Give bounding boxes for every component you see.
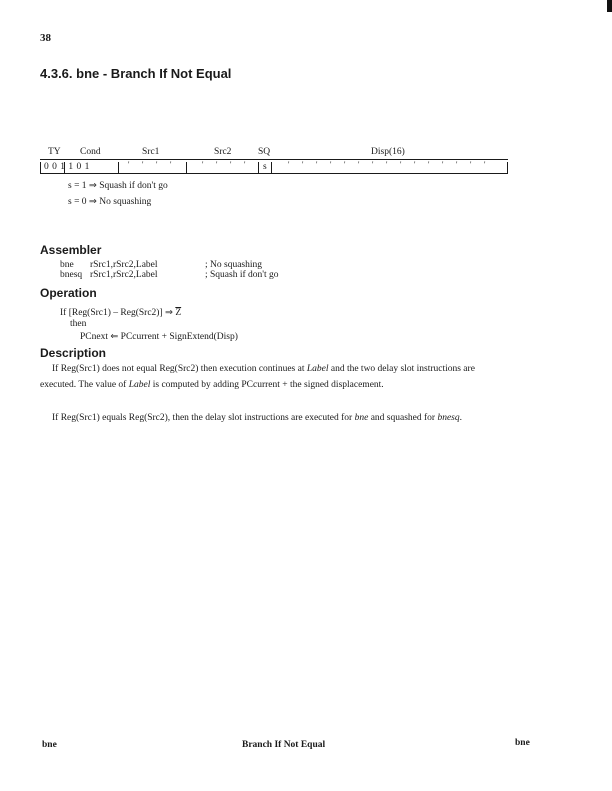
operation-heading: Operation (40, 286, 97, 300)
operation-line-2: then (70, 319, 87, 329)
format-divider (118, 162, 119, 173)
bit-tick: ' (302, 160, 304, 169)
bit-tick: ' (484, 160, 486, 169)
field-disp: Disp(16) (371, 147, 405, 157)
bit-tick: ' (288, 160, 290, 169)
bit-tick: ' (414, 160, 416, 169)
desc-text: If Reg(Src1) does not equal Reg(Src2) then execution continues at (52, 364, 307, 374)
bit-tick: ' (442, 160, 444, 169)
asm-operands: rSrc1,rSrc2,Label (90, 260, 158, 270)
bit-tick: ' (470, 160, 472, 169)
format-divider (507, 162, 508, 173)
format-divider (40, 162, 41, 173)
field-cond: Cond (80, 147, 101, 157)
bit-tick: ' (372, 160, 374, 169)
description-heading: Description (40, 346, 107, 360)
bit-tick: ' (216, 160, 218, 169)
desc-bnesq-italic: bnesq (437, 413, 460, 423)
operation-line-1 (60, 307, 181, 318)
bit-tick: ' (456, 160, 458, 169)
bit-tick: ' (330, 160, 332, 169)
footer-center: Branch If Not Equal (242, 740, 326, 750)
bit-tick: ' (230, 160, 232, 169)
format-opcode-bits: 0 0 1 1 0 1 (44, 162, 90, 172)
desc-label-italic: Label (128, 380, 151, 390)
format-bottom-rule (40, 173, 508, 174)
bit-tick: ' (128, 160, 130, 169)
desc-text: If Reg(Src1) equals Reg(Src2), then the delay slot instructions are executed for (52, 413, 355, 423)
operation-line-3: PCnext ⇐ PCcurrent + SignExtend(Disp) (80, 332, 238, 342)
footer-right: bne (515, 738, 530, 748)
description-p2 (52, 410, 462, 426)
page-title: 4.3.6. bne - Branch If Not Equal (40, 66, 232, 81)
description-p1-line1 (52, 361, 475, 377)
field-src1: Src1 (142, 147, 160, 157)
page-number: 38 (40, 32, 51, 44)
bit-tick: ' (428, 160, 430, 169)
asm-comment: ; No squashing (205, 260, 262, 270)
bit-tick: ' (400, 160, 402, 169)
bit-tick: ' (142, 160, 144, 169)
page-edge-mark (607, 0, 612, 12)
format-divider (271, 162, 272, 173)
description-p1-line2 (40, 377, 384, 393)
bit-tick: ' (344, 160, 346, 169)
squash-note-off: s = 0 ⇒ No squashing (68, 197, 152, 207)
footer-left: bne (42, 740, 57, 750)
field-src2: Src2 (214, 147, 232, 157)
asm-mnemonic: bne (60, 260, 74, 270)
format-sq-bit: s (263, 162, 268, 172)
bit-tick: ' (170, 160, 172, 169)
field-ty: TY (48, 147, 61, 157)
desc-label-italic: Label (306, 364, 329, 374)
assembler-heading: Assembler (40, 243, 102, 257)
bit-tick: ' (316, 160, 318, 169)
bit-tick: ' (358, 160, 360, 169)
desc-text: is computed by adding PCcurrent + the signed displacement. (150, 380, 384, 390)
desc-text: and squashed for (368, 413, 438, 423)
desc-bne-italic: bne (354, 413, 369, 423)
format-divider (258, 162, 259, 173)
desc-text: . (459, 413, 462, 423)
bit-tick: ' (156, 160, 158, 169)
zero-flag: $\overline{Z}$ (175, 308, 182, 318)
bit-tick: ' (386, 160, 388, 169)
asm-operands: rSrc1,rSrc2,Label (90, 270, 158, 280)
operation-condition: If [Reg(Src1) – Reg(Src2)] ⇒ (60, 308, 176, 318)
format-top-rule (40, 159, 508, 160)
asm-comment: ; Squash if don't go (205, 270, 279, 280)
field-sq: SQ (258, 147, 271, 157)
format-divider (186, 162, 187, 173)
bit-tick: ' (244, 160, 246, 169)
bit-tick: ' (202, 160, 204, 169)
desc-text: and the two delay slot instructions are (328, 364, 475, 374)
desc-text: executed. The value of (40, 380, 129, 390)
asm-mnemonic: bnesq (60, 270, 83, 280)
squash-note-on: s = 1 ⇒ Squash if don't go (68, 181, 168, 191)
